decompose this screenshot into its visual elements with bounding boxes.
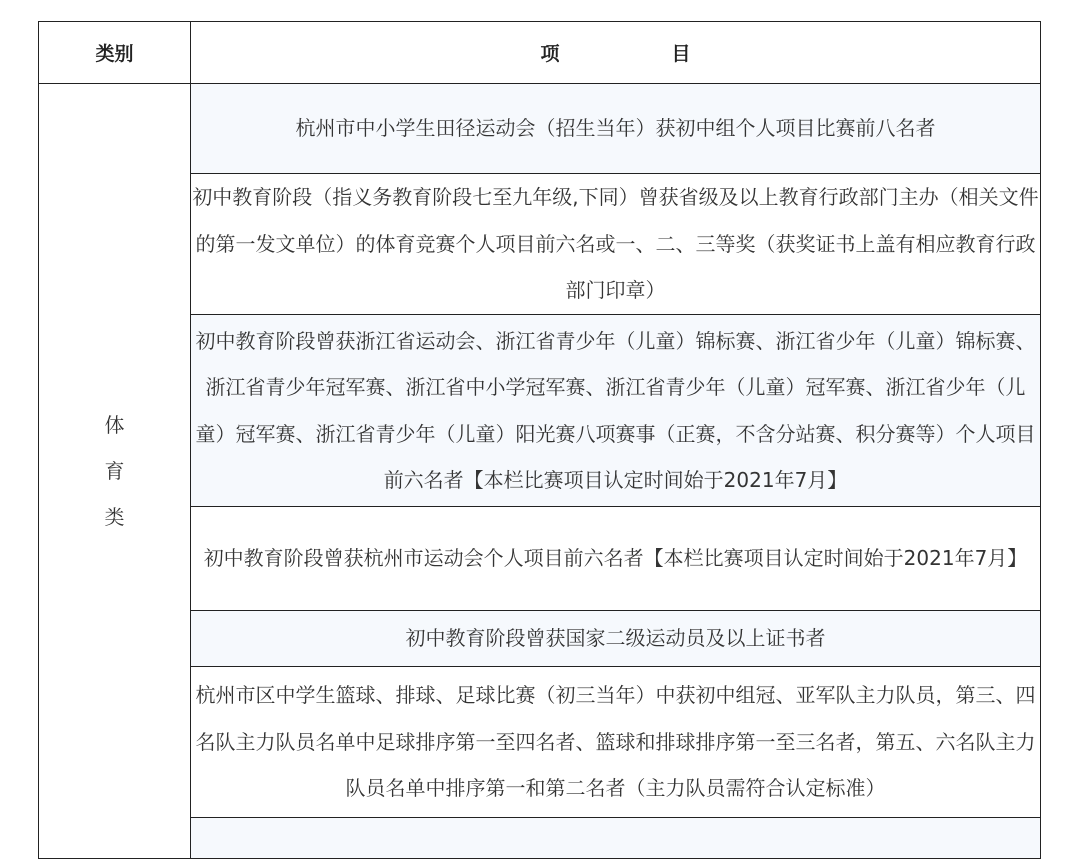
item-cell: 初中教育阶段曾获杭州市运动会个人项目前六名者【本栏比赛项目认定时间始于2021年7月】 bbox=[191, 507, 1041, 611]
item-cell: 初中教育阶段曾获浙江省运动会、浙江省青少年（儿童）锦标赛、浙江省少年（儿童）锦标赛、浙江省青少年冠军赛、浙江省中小学冠军赛、浙江省青少年（儿童）冠军赛、浙江省少年（儿童）冠军赛、浙江省青少年（儿童）阳光赛八项赛事（正赛，不含分站赛、积分赛等）个人项目前六名者【本栏比赛项目认定时间始于2021年7月】 bbox=[191, 315, 1041, 507]
item-cell: 初中教育阶段曾获国家二级运动员及以上证书者 bbox=[191, 611, 1041, 667]
item-cell: 初中教育阶段（指义务教育阶段七至九年级,下同）曾获省级及以上教育行政部门主办（相关文件的第一发文单位）的体育竞赛个人项目前六名或一、二、三等奖（获奖证书上盖有相应教育行政部门印章） bbox=[191, 174, 1041, 315]
item-cell bbox=[191, 818, 1041, 859]
table-header-row bbox=[39, 22, 1041, 84]
admission-criteria-table bbox=[38, 21, 1041, 859]
table-row bbox=[39, 84, 1041, 174]
item-header bbox=[191, 22, 1041, 84]
category-char: 育 bbox=[104, 459, 125, 483]
item-cell: 杭州市中小学生田径运动会（招生当年）获初中组个人项目比赛前八名者 bbox=[191, 84, 1041, 174]
category-char: 类 bbox=[104, 505, 125, 529]
item-cell: 杭州市区中学生篮球、排球、足球比赛（初三当年）中获初中组冠、亚军队主力队员，第三、四名队主力队员名单中足球排序第一至四名者、篮球和排球排序第一至三名者，第五、六名队主力队员名单中排序第一和第二名者（主力队员需符合认定标准） bbox=[191, 667, 1041, 818]
category-char: 体 bbox=[104, 413, 125, 437]
category-header: 类别 bbox=[39, 22, 191, 84]
item-header-char: 项 bbox=[540, 43, 560, 65]
item-header-char: 目 bbox=[671, 43, 691, 65]
category-cell bbox=[39, 84, 191, 859]
